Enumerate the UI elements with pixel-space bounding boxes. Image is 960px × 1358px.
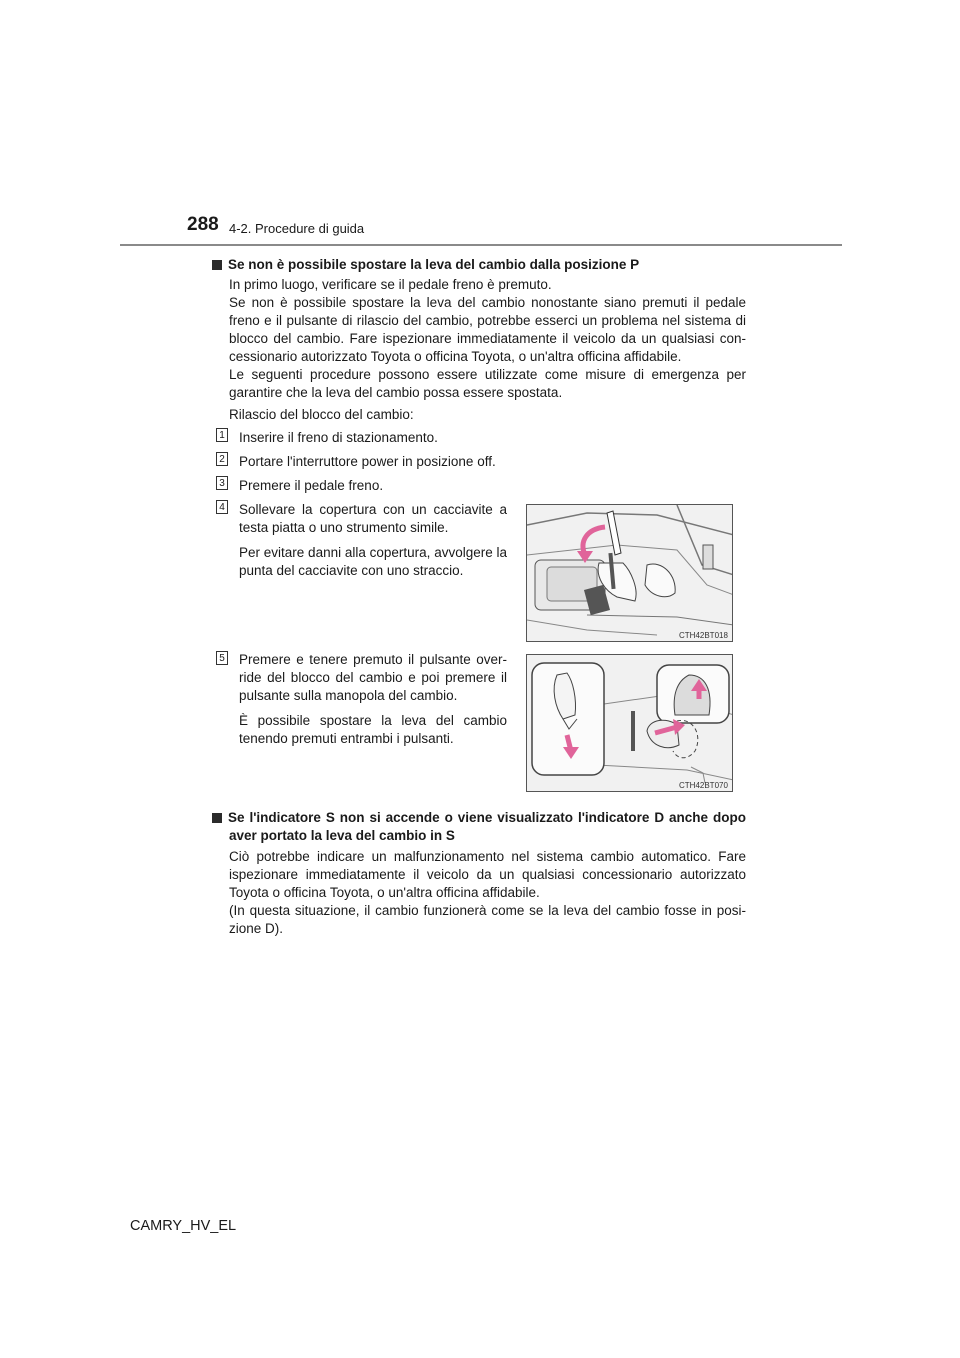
page-number: 288	[187, 214, 219, 235]
figure-code-1: CTH42BT018	[679, 631, 728, 640]
block2-para: Ciò potrebbe indicare un malfunzionamento nel sistema cambio automatico. Fare ispezionare immediatamente il veicolo da un qualsiasi concessionario autorizzato Toyota o officina Toyota, o un'altra officina affidabile. (In questa situazione, il cambio funzionerà come se la leva del cambio fosse in posi- zione D).	[229, 849, 746, 936]
square-bullet-icon-2	[212, 813, 222, 823]
figure-override-button	[526, 654, 733, 792]
block1-para2: Se non è possibile spostare la leva del cambio nonostante siano premuti il pedale freno e il pulsante di rilascio del cambio, potrebbe esserci un problema nel sistema di blocco del cambio. Fare ispezionare immediatamente il veicolo da un qualsiasi con- cessionario autorizzato Toyota o officina Toyota, o un'altra officina affidabile.	[229, 295, 746, 364]
cover-removal-illustration	[527, 505, 733, 642]
block1-para3: Le seguenti procedure possono essere utilizzate come misure di emergenza per garantire che la leva del cambio possa essere spostata.	[229, 367, 746, 400]
step-5-note: È possibile spostare la leva del cambio tenendo premuti entrambi i pulsanti.	[239, 713, 507, 746]
step-1-text: Inserire il freno di stazionamento.	[239, 430, 438, 445]
step-4-note: Per evitare danni alla copertura, avvolgere la punta del cacciavite con uno straccio.	[239, 545, 507, 578]
step-3-text: Premere il pedale freno.	[239, 478, 384, 493]
figure-cover-removal	[526, 504, 733, 642]
document-code: CAMRY_HV_EL	[130, 1218, 237, 1234]
section-title: 4-2. Procedure di guida	[229, 221, 365, 236]
step-number-4: 4	[216, 500, 228, 514]
header-rule	[120, 244, 842, 246]
step-number-1: 1	[216, 428, 228, 442]
figure-code-2: CTH42BT070	[679, 781, 728, 790]
step-4-text: Sollevare la copertura con un cacciavite a testa piatta o uno strumento simile.	[239, 502, 507, 535]
step-number-2: 2	[216, 452, 228, 466]
step-number-5: 5	[216, 651, 228, 665]
block1-para1: In primo luogo, verificare se il pedale freno è premuto.	[229, 277, 552, 292]
block1-heading: Se non è possibile spostare la leva del cambio dalla posizione P	[212, 256, 752, 274]
step-2-text: Portare l'interruttore power in posizione off.	[239, 454, 496, 469]
step-number-3: 3	[216, 476, 228, 490]
step-5-text: Premere e tenere premuto il pulsante over- ride del blocco del cambio e poi premere il pulsante sulla manopola del cambio.	[239, 652, 507, 703]
block2-heading: Se l'indicatore S non si accende o viene visualizzato l'indicatore D anche dopo aver portato la leva del cambio in S	[212, 809, 746, 845]
block1-para4: Rilascio del blocco del cambio:	[229, 407, 414, 422]
square-bullet-icon	[212, 260, 222, 270]
override-button-illustration	[527, 655, 733, 792]
